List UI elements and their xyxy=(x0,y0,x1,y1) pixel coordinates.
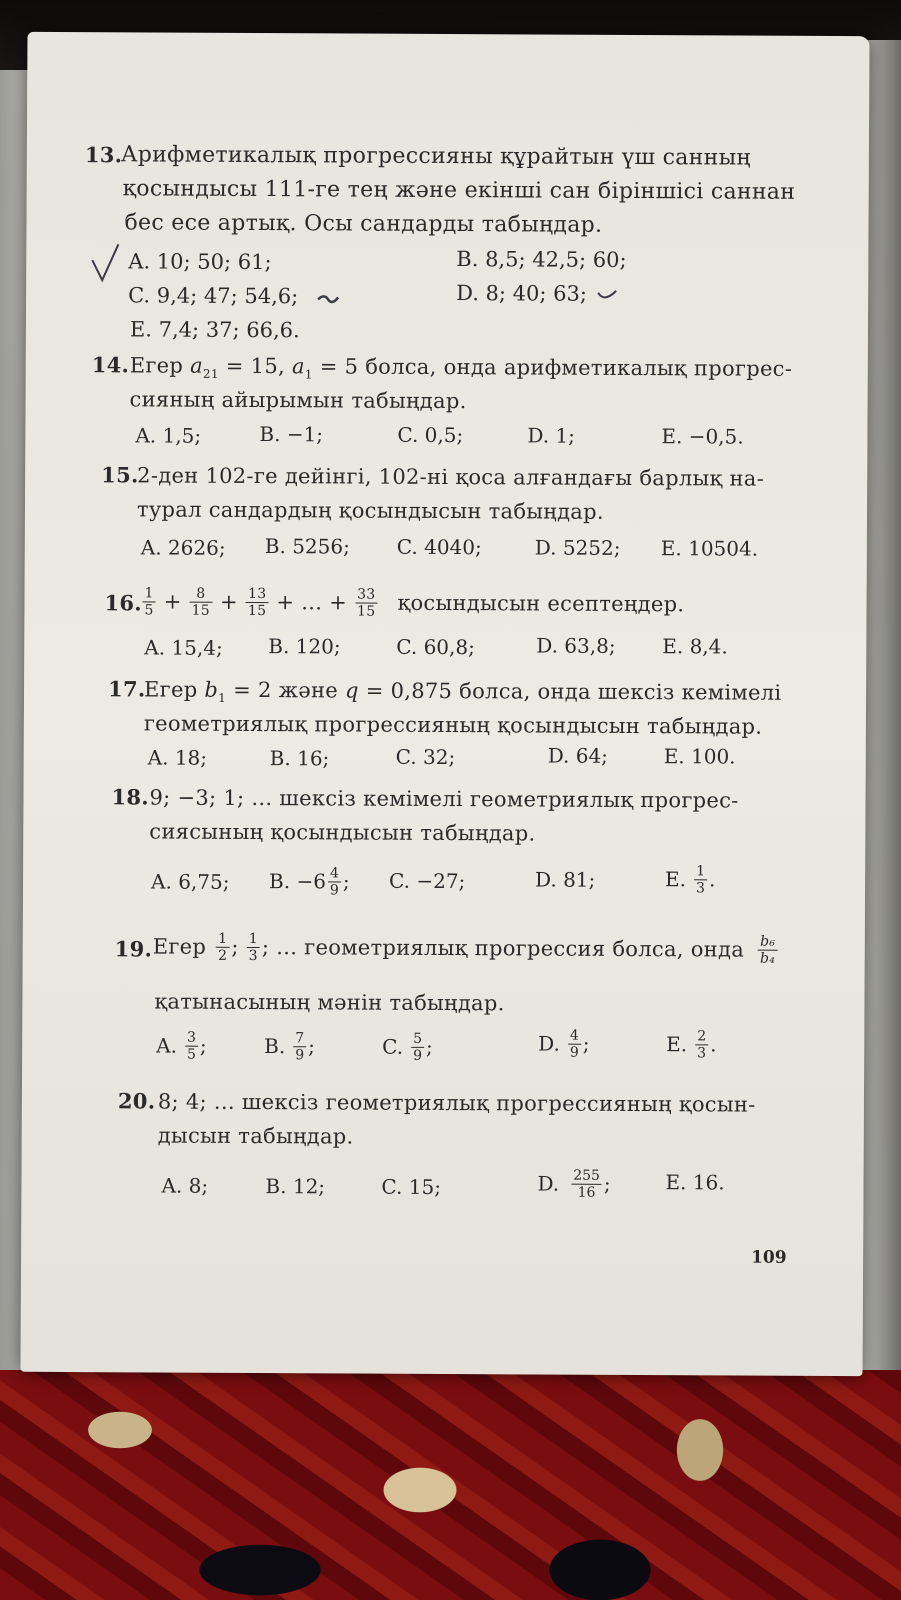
fraction: $\frac{2}{3}$ xyxy=(697,1027,707,1061)
problem-text-line: 2-ден 102-ге дейінгі, 102-ні қоса алғандағы барлық на- xyxy=(137,463,765,491)
option-b: B. 16; xyxy=(269,746,330,771)
option-c: C. $\frac{5}{9}$ ; xyxy=(382,1030,433,1064)
fraction: $\frac{1}{2}$ xyxy=(218,930,228,964)
option-e: E. 100. xyxy=(663,744,736,769)
problem-number: 20. xyxy=(117,1088,156,1114)
problem-number: 14. xyxy=(91,352,130,378)
option-a: A. 2626; xyxy=(140,535,226,560)
fraction: $\frac{1}{3}$ xyxy=(248,930,259,964)
option-e: E. $\frac{2}{3}$ . xyxy=(666,1027,717,1061)
carpet-background xyxy=(0,1370,901,1600)
option-c: C. −27; xyxy=(389,868,466,894)
option-e: E. −0,5. xyxy=(661,424,744,449)
problem-text-line: 9; −3; 1; ... шексіз кемімелі геометриялық прогрес- xyxy=(149,785,739,813)
option-b: B. −1; xyxy=(259,422,324,447)
option-d: D. 5252; xyxy=(534,535,621,560)
option-c: C. 60,8; xyxy=(396,634,475,660)
problem-text-line: Арифметикалық прогрессияны құрайтын үш санның xyxy=(120,142,751,171)
pen-checkmark-icon xyxy=(88,240,128,290)
option-c: C. 32; xyxy=(395,744,456,770)
option-d: D. $\frac{255}{16}$ ; xyxy=(537,1167,611,1201)
fraction: $\frac{5}{9}$ xyxy=(413,1030,423,1064)
option-a: A. 15,4; xyxy=(144,635,223,660)
option-d: D. 64; xyxy=(547,743,609,768)
problem-text-line: сиясының қосындысын табыңдар. xyxy=(149,819,536,846)
problem-text-line: геометриялық прогрессияның қосындысын табыңдар. xyxy=(143,711,763,739)
problem-text-line: қосындысы 111-ге тең және екінші сан біріншісі саннан xyxy=(122,176,796,205)
option-d: D. 63,8; xyxy=(536,633,616,658)
fraction: $\frac{3}{5}$ xyxy=(186,1029,197,1063)
fraction: $\frac{8}{15}$ xyxy=(190,585,213,618)
option-b: B. 12; xyxy=(265,1174,326,1199)
problem-text-line: бес есе артық. Осы сандарды табыңдар. xyxy=(124,210,603,238)
sum-expression: $\frac{1}{5}$ + $\frac{8}{15}$ + $\frac{13}{15}$ + ... + $\frac{33}{15}$ қосындысын есептеңдер. xyxy=(144,584,685,620)
page-number: 109 xyxy=(751,1247,787,1268)
problem-number: 13. xyxy=(84,142,123,168)
option-e: E. 7,4; 37; 66,6. xyxy=(129,317,300,343)
option-e: E. 10504. xyxy=(660,536,759,561)
option-a: A. 10; 50; 61; xyxy=(128,249,272,275)
option-d: D. 8; 40; 63; xyxy=(456,281,588,306)
option-a: A. 18; xyxy=(147,745,208,770)
problem-text-line: Егер $b_1 = 2$ және q = 0,875 болса, онда шексіз кемімелі xyxy=(144,677,782,706)
option-e: E. 16. xyxy=(665,1170,725,1195)
fraction: $\frac{4}{9}$ xyxy=(329,864,339,898)
option-b: B. 8,5; 42,5; 60; xyxy=(456,247,627,272)
option-b: B. 120; xyxy=(268,634,341,659)
problem-number: 18. xyxy=(111,784,150,810)
option-b: B. −6 $\frac{4}{9}$ ; xyxy=(269,864,350,898)
option-d: D. 1; xyxy=(527,423,575,448)
ratio-fraction: $\frac{\text{b₆}}{\text{b₄}}$ xyxy=(759,933,776,967)
problem-number: 15. xyxy=(101,462,139,488)
option-e: E. 8,4. xyxy=(662,634,728,659)
problem-text-line: сияның айырымын табыңдар. xyxy=(129,387,467,414)
fraction: $\frac{4}{9}$ xyxy=(569,1027,579,1061)
option-b: B. 5256; xyxy=(264,534,350,559)
option-a: A. $\frac{3}{5}$ ; xyxy=(156,1029,207,1063)
option-a: A. 8; xyxy=(161,1173,209,1198)
option-d: D. 81; xyxy=(535,867,596,892)
option-a: A. 1,5; xyxy=(135,423,202,448)
pen-scribble-icon xyxy=(316,289,340,305)
option-c: C. 15; xyxy=(381,1174,442,1199)
problem-text-line: 8; 4; ... шексіз геометриялық прогрессияның қосын- xyxy=(157,1089,756,1117)
problem-number: 16. xyxy=(104,590,143,616)
problem-text-line: дысын табыңдар. xyxy=(157,1123,354,1149)
option-c: C. 9,4; 47; 54,6; xyxy=(128,283,299,309)
fraction: $\frac{13}{15}$ xyxy=(247,585,267,619)
fraction: $\frac{1}{3}$ xyxy=(695,862,706,896)
problem-text-line: Егер $\frac{1}{2}$ ; $\frac{1}{3}$ ; ... геометриялық прогрессия болса, онда $\frac{\text{b₆}}{\text{b₄}}$ xyxy=(152,930,776,967)
problem-text-line: қатынасының мәнін табыңдар. xyxy=(154,989,505,1016)
option-c: C. 4040; xyxy=(396,534,482,560)
option-d: D. $\frac{4}{9}$ ; xyxy=(538,1027,590,1061)
option-a: A. 6,75; xyxy=(151,869,230,894)
problem-text-line: турал сандардың қосындысын табыңдар. xyxy=(136,497,604,524)
fraction: $\frac{33}{15}$ xyxy=(356,586,376,620)
textbook-page xyxy=(20,32,869,1376)
problem-number: 19. xyxy=(114,936,153,962)
option-e: E. $\frac{1}{3}$ . xyxy=(665,862,716,896)
fraction: $\frac{7}{9}$ xyxy=(295,1029,305,1063)
option-b: B. $\frac{7}{9}$ ; xyxy=(264,1029,316,1063)
fraction: $\frac{1}{5}$ xyxy=(144,584,154,618)
pen-checkmark-icon xyxy=(596,287,620,305)
option-c: C. 0,5; xyxy=(397,422,464,448)
fraction: $\frac{255}{16}$ xyxy=(571,1167,602,1200)
problem-text-line: Егер $a_{21} = 15$, $a_1 = 5$ болса, онда арифметикалық прогрес- xyxy=(129,353,793,382)
problem-number: 17. xyxy=(108,676,146,702)
